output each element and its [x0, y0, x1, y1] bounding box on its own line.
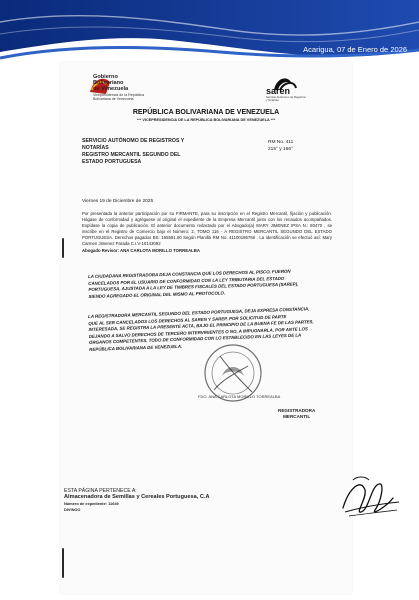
body-text: Por presentada la anterior participación por su FIRMANTE, para su inscripción en el Registro Mercantil, fijación y publicación. Hágase de conformidad y agréguese al original el expediente de la Empresa Mercantil junto con los recaudos acompañados. Expídase la copia de publicación. El anterior documento redactado por el Abogado(a) MARY JIMENEZ IPSA N.: 80470 , se inscribe en el Registro de Comercio bajo el Número: 2, TOMO 116 - A REGISTRO MERCANTIL SEGUNDO DEL ESTADO PORTUGUESA. Derechos pagados BS: 165591.00 Según Planilla RM No. 41100186768 . La identificación se efectuó así: Mary Carmen Jimenez Parada C.I.V-10143092	[82, 211, 332, 247]
gov-sub-1: Viceprecidencia de la República	[93, 93, 145, 97]
registradora-label	[278, 408, 315, 420]
gov-line-3: de Venezuela	[93, 86, 129, 92]
gov-line-1: Gobierno	[93, 74, 118, 80]
document-subtitle: *** VICEPRESIDENCIA DE LA REPÚBLICA BOLIVARIANA DE VENEZUELA ***	[136, 118, 276, 122]
gov-sub-2: Bolivariana de Venezuela	[93, 97, 134, 101]
office-line-2: NOTARÍAS	[82, 145, 109, 151]
registradora-line-1: REGISTRADORA	[278, 408, 316, 413]
notice-paragraph-2: LA REGISTRADORA MERCANTIL SEGUNDO DEL ESTADO PORTUGUESA, DEJA EXPRESA CONSTANCIA, QUE AL SER CANCELADOS LOS DERECHOS AL SAREN Y SAREP, POR SOLICITUD DE PARTE INTERESADA, SE REGISTRA LA PRESENTE ACTA, BAJO EL PRINCIPIO DE LA BUENA FE DE LAS PARTES, DEJANDO A SALVO DERECHOS DE TERCERO INTERVINIENTES O NO, A IMPUGNARLA, POR ANTE LOS ÓRGANOS COMPETENTES, TODO DE CONFORMIDAD CON LO ESTABLECIDO EN LAS LEYES DE LA REPÚBLICA BOLIVARIANA DE VENEZUELA.	[88, 306, 314, 352]
office-block	[82, 138, 222, 166]
registradora-line-2: MERCANTIL	[283, 414, 311, 419]
margin-mark	[62, 238, 64, 258]
footer-company: Almacenadora de Semillas y Cereales Portuguesa, C.A	[64, 494, 210, 501]
rim-block	[268, 140, 293, 153]
saren-wordmark: saren	[266, 86, 291, 96]
document-date: Viernes 19 de Diciembre de 2025	[82, 199, 154, 204]
government-logo-text	[93, 74, 128, 92]
document-page	[60, 62, 352, 594]
footer-type: DIVINOO	[64, 507, 81, 513]
notice-paragraph-1: LA CIUDADANA REGISTRADORA DEJA CONSTANCIA QUE LOS DERECHOS AL PISCO, FUERON CANCELADOS POR EL USUARIO DE CONFORMIDAD CON LA LEY TRIBUTARIA DEL ESTADO PORTUGUESA, AJUSTADA A LA LEY DE TIMBRES FISCALES DEL ESTADO PORTUGUESA (SAREP), SIENDO AGREGADO EL ORIGINAL DEL MISMO AL PROTOCOLO.	[88, 268, 299, 299]
rim-line-2: 215° y 166°	[268, 146, 293, 152]
document-title: REPÚBLICA BOLIVARIANA DE VENEZUELA	[132, 109, 280, 116]
government-sub	[93, 93, 144, 101]
saren-sub: Servicio Autónomo de Registros y Notarías	[266, 95, 306, 102]
office-line-3: REGISTRO MERCANTIL SEGUNDO DEL	[82, 152, 181, 158]
margin-mark	[62, 548, 64, 578]
date-line: Acarigua, 07 de Enero de 2026	[303, 45, 407, 54]
reviewer-line: Abogado Revisor: ANA CARLOTA MORILLO TORREALBA	[82, 247, 201, 253]
gov-line-2: Bolivariano	[93, 80, 124, 86]
header-banner	[0, 0, 419, 62]
office-line-1: SERVICIO AUTÓNOMO DE REGISTROS Y	[82, 138, 185, 144]
footer-expediente: Número de expediente: 11649	[64, 500, 119, 506]
office-line-4: ESTADO PORTUGUESA	[82, 159, 142, 165]
footer-block	[64, 488, 304, 514]
body-paragraph	[82, 211, 332, 254]
handwritten-signature	[335, 468, 405, 530]
footer-label: ESTA PÁGINA PERTENECE A:	[64, 488, 137, 494]
signer-name: FDO. ANA CARLOTA MORILLO TORREALBA	[198, 394, 281, 399]
rim-line-1: RM No. 411	[268, 140, 294, 145]
